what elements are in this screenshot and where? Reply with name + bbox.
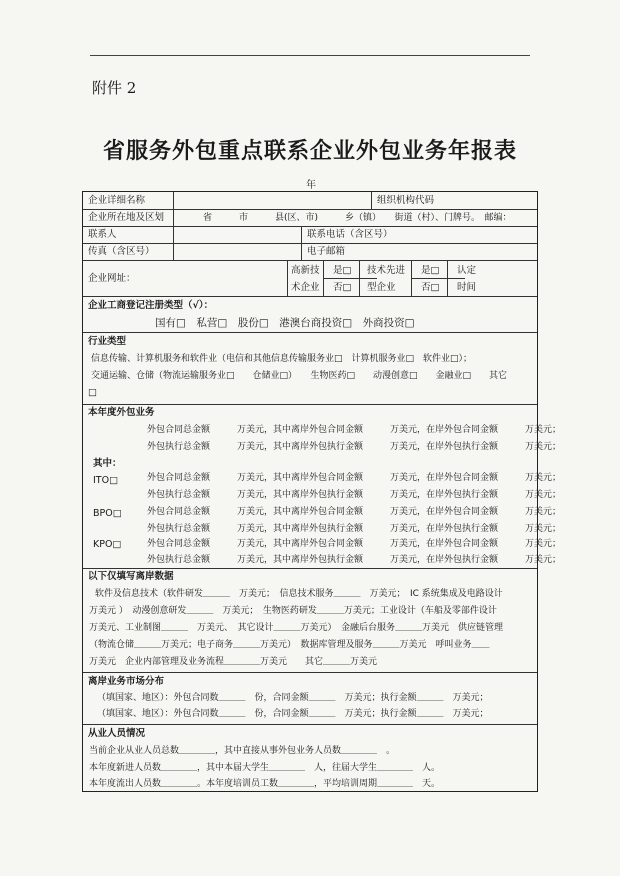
- offshore-line-4: （物流仓储＿＿＿万美元；电子商务＿＿＿万美元） 数据库管理及服务＿＿＿万美元 呼叫业务＿＿: [89, 640, 490, 650]
- annual-label: 本年度外包业务: [88, 407, 155, 418]
- bpo-checkbox[interactable]: BPO□: [93, 508, 122, 519]
- annual-exec: 外包执行总金额 万美元，其中离岸外包执行金额 万美元，在岸外包执行金额 万美元；: [147, 442, 562, 452]
- website-label: 企业网址：: [88, 273, 136, 284]
- cert-time-label-1: 认定: [457, 265, 477, 276]
- page-title: 省服务外包重点联系企业外包业务年报表: [102, 138, 517, 164]
- staff-line-2: 本年度新进人员数＿＿＿＿，其中本届大学生＿＿＿＿ 人，往届大学生＿＿＿＿ 人。: [89, 763, 441, 773]
- org-code-label: 组织机构代码: [377, 195, 435, 206]
- among-label: 其中：: [93, 458, 122, 469]
- advanced-label-1: 技术先进: [367, 265, 406, 276]
- cert-time-label-2: 时间: [457, 282, 477, 293]
- top-rule: [90, 55, 530, 56]
- industry-line-2[interactable]: 交通运输、仓储（物流运输服务业□ 仓储业□） 生物医药□ 动漫创意□ 金融业□ 其它: [91, 371, 508, 381]
- company-name-label: 企业详细名称: [88, 195, 146, 206]
- reg-type-label: 企业工商登记注册类型（√）：: [88, 300, 214, 311]
- ito-exec: 外包执行总金额 万美元，其中离岸外包执行金额 万美元，在岸外包执行金额 万美元；: [147, 490, 562, 500]
- year-label: 年: [306, 180, 316, 191]
- phone-label: 联系电话（含区号）: [307, 229, 393, 240]
- hightech-yes[interactable]: 是□: [333, 265, 352, 276]
- attachment-label: 附件 2: [92, 79, 137, 97]
- contact-label: 联系人: [88, 229, 117, 240]
- market-line-2: （填国家、地区）：外包合同数＿＿＿ 份，合同金额＿＿＿ 万美元；执行金额＿＿＿ 万美元；: [97, 709, 489, 719]
- ito-checkbox[interactable]: ITO□: [93, 475, 119, 486]
- advanced-label-2: 型企业: [367, 282, 396, 293]
- report-form: [82, 191, 562, 792]
- ito-contract: 外包合同总金额 万美元，其中离岸外包合同金额 万美元，在岸外包合同金额 万美元；: [147, 473, 562, 483]
- email-label: 电子邮箱: [307, 246, 346, 257]
- reg-type-options[interactable]: 国有□ 私营□ 股份□ 港澳台商投资□ 外商投资□: [155, 317, 415, 329]
- offshore-line-3: 万美元、工业制图＿＿＿ 万美元、 其它设计＿＿＿万美元） 金融后台服务＿＿＿万美元 供应链管理: [89, 623, 504, 633]
- bpo-exec: 外包执行总金额 万美元，其中离岸外包执行金额 万美元，在岸外包执行金额 万美元；: [147, 524, 562, 534]
- industry-line-1[interactable]: 信息传输、计算机服务和软件业（电信和其他信息传输服务业□ 计算机服务业□ 软件业□）；: [91, 354, 473, 364]
- market-line-1: （填国家、地区）：外包合同数＿＿＿ 份，合同金额＿＿＿ 万美元；执行金额＿＿＿ 万美元；: [97, 693, 489, 703]
- advanced-no[interactable]: 否□: [421, 282, 440, 293]
- address-label: 企业所在地及区划: [88, 212, 165, 223]
- kpo-checkbox[interactable]: KPO□: [93, 539, 122, 550]
- kpo-exec: 外包执行总金额 万美元，其中离岸外包执行金额 万美元，在岸外包执行金额 万美元；: [147, 555, 562, 565]
- fax-label: 传真（含区号）: [88, 246, 155, 257]
- kpo-contract: 外包合同总金额 万美元，其中离岸外包合同金额 万美元，在岸外包合同金额 万美元；: [147, 539, 562, 549]
- industry-line-3[interactable]: □: [88, 387, 97, 398]
- bpo-contract: 外包合同总金额 万美元，其中离岸外包合同金额 万美元，在岸外包合同金额 万美元；: [147, 507, 562, 517]
- offshore-line-5: 万美元 企业内部管理及业务流程＿＿＿＿万美元 其它＿＿＿万美元: [89, 657, 378, 667]
- annual-contract: 外包合同总金额 万美元，其中离岸外包合同金额 万美元，在岸外包合同金额 万美元；: [147, 425, 562, 435]
- hightech-no[interactable]: 否□: [333, 282, 352, 293]
- offshore-line-1: 软件及信息技术（软件研发＿＿＿ 万美元； 信息技术服务＿＿＿ 万美元； IC 系统集成及电路设计: [95, 589, 503, 599]
- offshore-line-2: 万美元 ） 动漫创意研发＿＿＿ 万美元； 生物医药研发＿＿＿万美元；工业设计（车船及零部件设计: [89, 606, 497, 616]
- hightech-label-2: 术企业: [291, 282, 320, 293]
- offshore-label: 以下仅填写离岸数据: [88, 571, 174, 582]
- staff-label: 从业人员情况: [88, 728, 146, 739]
- address-fill: 省 市 县(区、市) 乡（镇） 街道（村）、门牌号。 邮编：: [203, 213, 512, 223]
- advanced-yes[interactable]: 是□: [421, 265, 440, 276]
- hightech-label-1: 高新技: [291, 265, 320, 276]
- staff-line-3: 本年度流出人员数＿＿＿＿。本年度培训员工数＿＿＿＿，平均培训周期＿＿＿＿ 天。: [89, 779, 441, 789]
- staff-line-1: 当前企业从业人员总数＿＿＿＿，其中直接从事外包业务人员数＿＿＿＿ 。: [89, 746, 396, 756]
- industry-label: 行业类型: [88, 336, 127, 347]
- market-label: 离岸业务市场分布: [88, 676, 165, 687]
